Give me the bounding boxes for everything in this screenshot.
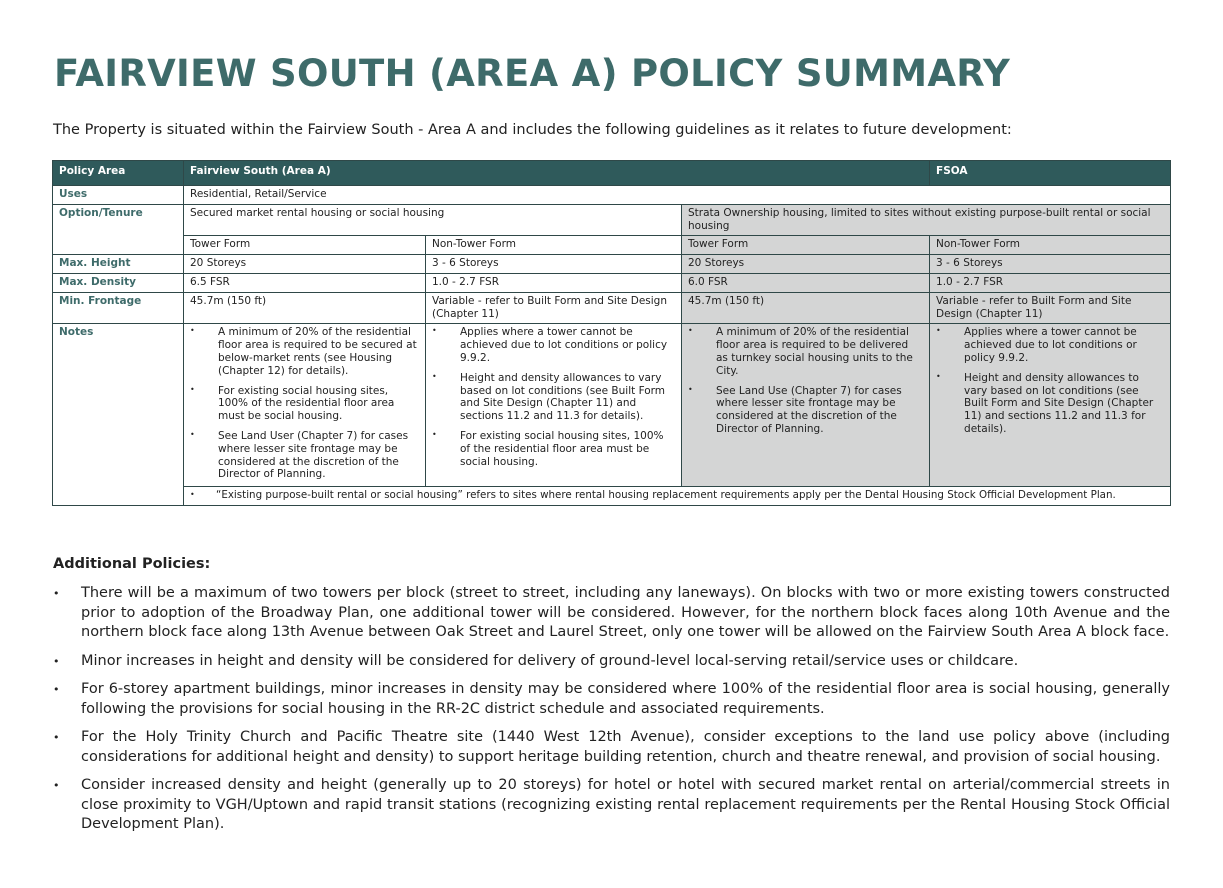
list-item: • Applies where a tower cannot be achieved due to lot conditions or policy 9.9.2.	[432, 326, 675, 364]
max-density-tower: 6.5 FSR	[184, 273, 426, 292]
min-frontage-non-tower: Variable - refer to Built Form and Site Design (Chapter 11)	[426, 292, 682, 324]
max-height-fsoa-non-tower: 3 - 6 Storeys	[930, 255, 1171, 274]
list-item: • A minimum of 20% of the residential floor area is required to be secured at below-market rents (see Housing (Chapter 12) for details).	[190, 326, 419, 377]
option-tenure-area-a: Secured market rental housing or social housing	[184, 204, 682, 236]
list-item: • Applies where a tower cannot be achieved due to lot conditions or policy 9.9.2.	[936, 326, 1164, 364]
max-density-non-tower: 1.0 - 2.7 FSR	[426, 273, 682, 292]
row-label-option-tenure: Option/Tenure	[53, 204, 184, 254]
row-label-uses: Uses	[53, 186, 184, 205]
row-label-notes: Notes	[53, 324, 184, 505]
uses-value: Residential, Retail/Service	[184, 186, 1171, 205]
notes-tower	[184, 324, 426, 487]
list-item: • For existing social housing sites, 100% of the residential floor area must be social housing.	[432, 430, 675, 468]
form-tower: Tower Form	[184, 236, 426, 255]
additional-policies-heading: Additional Policies:	[53, 556, 211, 572]
min-frontage-tower: 45.7m (150 ft)	[184, 292, 426, 324]
list-item: • Height and density allowances to vary based on lot conditions (see Built Form and Site Design (Chapter 11) and sections 11.2 and 11.3 for details).	[936, 372, 1164, 436]
intro-text: The Property is situated within the Fairview South - Area A and includes the following guidelines as it relates to future development:	[53, 122, 1012, 138]
table-row-uses	[53, 186, 1171, 205]
list-item: • For existing social housing sites, 100% of the residential floor area must be social housing.	[190, 385, 419, 423]
list-item: • For 6-storey apartment buildings, minor increases in density may be considered where 100% of the residential floor area is social housing, generally following the provisions for social housing in the RR-2C district schedule and associated requirements.	[53, 680, 1170, 719]
max-height-non-tower: 3 - 6 Storeys	[426, 255, 682, 274]
list-item: • See Land User (Chapter 7) for cases where lesser site frontage may be considered at the discretion of the Director of Planning.	[190, 430, 419, 481]
row-label-max-density: Max. Density	[53, 273, 184, 292]
list-item: • See Land Use (Chapter 7) for cases where lesser site frontage may be considered at the discretion of the Director of Planning.	[688, 385, 923, 436]
max-height-tower: 20 Storeys	[184, 255, 426, 274]
table-row-notes	[53, 324, 1171, 487]
additional-policies-list	[53, 584, 1170, 844]
list-item: • Minor increases in height and density will be considered for delivery of ground-level local-serving retail/service uses or childcare.	[53, 652, 1170, 672]
header-policy-area: Policy Area	[53, 161, 184, 186]
table-row-max-density	[53, 273, 1171, 292]
max-density-fsoa-tower: 6.0 FSR	[682, 273, 930, 292]
list-item: • Consider increased density and height (generally up to 20 storeys) for hotel or hotel with secured market rental on arterial/commercial streets in close proximity to VGH/Uptown and rapid transit stations (recognizing existing rental replacement requirements per the Rental Housing Stock Official Development Plan).	[53, 776, 1170, 835]
form-non-tower: Non-Tower Form	[426, 236, 682, 255]
form-fsoa-non-tower: Non-Tower Form	[930, 236, 1171, 255]
option-tenure-fsoa: Strata Ownership housing, limited to sites without existing purpose-built rental or social housing	[682, 204, 1171, 236]
row-label-min-frontage: Min. Frontage	[53, 292, 184, 324]
list-item: • For the Holy Trinity Church and Pacific Theatre site (1440 West 12th Avenue), consider exceptions to the land use policy above (including considerations for additional height and density) to support heritage building retention, church and theatre renewal, and provision of social housing.	[53, 728, 1170, 767]
table-row-option-tenure	[53, 204, 1171, 236]
min-frontage-fsoa-tower: 45.7m (150 ft)	[682, 292, 930, 324]
max-density-fsoa-non-tower: 1.0 - 2.7 FSR	[930, 273, 1171, 292]
form-fsoa-tower: Tower Form	[682, 236, 930, 255]
notes-fsoa-non-tower	[930, 324, 1171, 487]
list-item: • A minimum of 20% of the residential floor area is required to be delivered as turnkey social housing units to the City.	[688, 326, 923, 377]
list-item: • Height and density allowances to vary based on lot conditions (see Built Form and Site Design (Chapter 11) and sections 11.2 and 11.3 for details).	[432, 372, 675, 423]
header-area-a: Fairview South (Area A)	[184, 161, 930, 186]
table-row-footnote	[53, 487, 1171, 506]
notes-non-tower	[426, 324, 682, 487]
row-label-max-height: Max. Height	[53, 255, 184, 274]
table-header-row	[53, 161, 1171, 186]
table-row-forms	[53, 236, 1171, 255]
header-fsoa: FSOA	[930, 161, 1171, 186]
table-footnote: • “Existing purpose-built rental or social housing” refers to sites where rental housing replacement requirements apply per the Dental Housing Stock Official Development Plan.	[184, 487, 1171, 506]
min-frontage-fsoa-non-tower: Variable - refer to Built Form and Site Design (Chapter 11)	[930, 292, 1171, 324]
policy-table	[52, 160, 1171, 506]
notes-fsoa-tower	[682, 324, 930, 487]
table-row-min-frontage	[53, 292, 1171, 324]
list-item: • There will be a maximum of two towers per block (street to street, including any laneways). On blocks with two or more existing towers constructed prior to adoption of the Broadway Plan, one additional tower will be considered. However, for the northern block faces along 10th Avenue and the northern block face along 13th Avenue between Oak Street and Laurel Street, only one tower will be allowed on the Fairview South Area A block face.	[53, 584, 1170, 643]
max-height-fsoa-tower: 20 Storeys	[682, 255, 930, 274]
page-title: FAIRVIEW SOUTH (AREA A) POLICY SUMMARY	[54, 52, 1011, 95]
table-row-max-height	[53, 255, 1171, 274]
